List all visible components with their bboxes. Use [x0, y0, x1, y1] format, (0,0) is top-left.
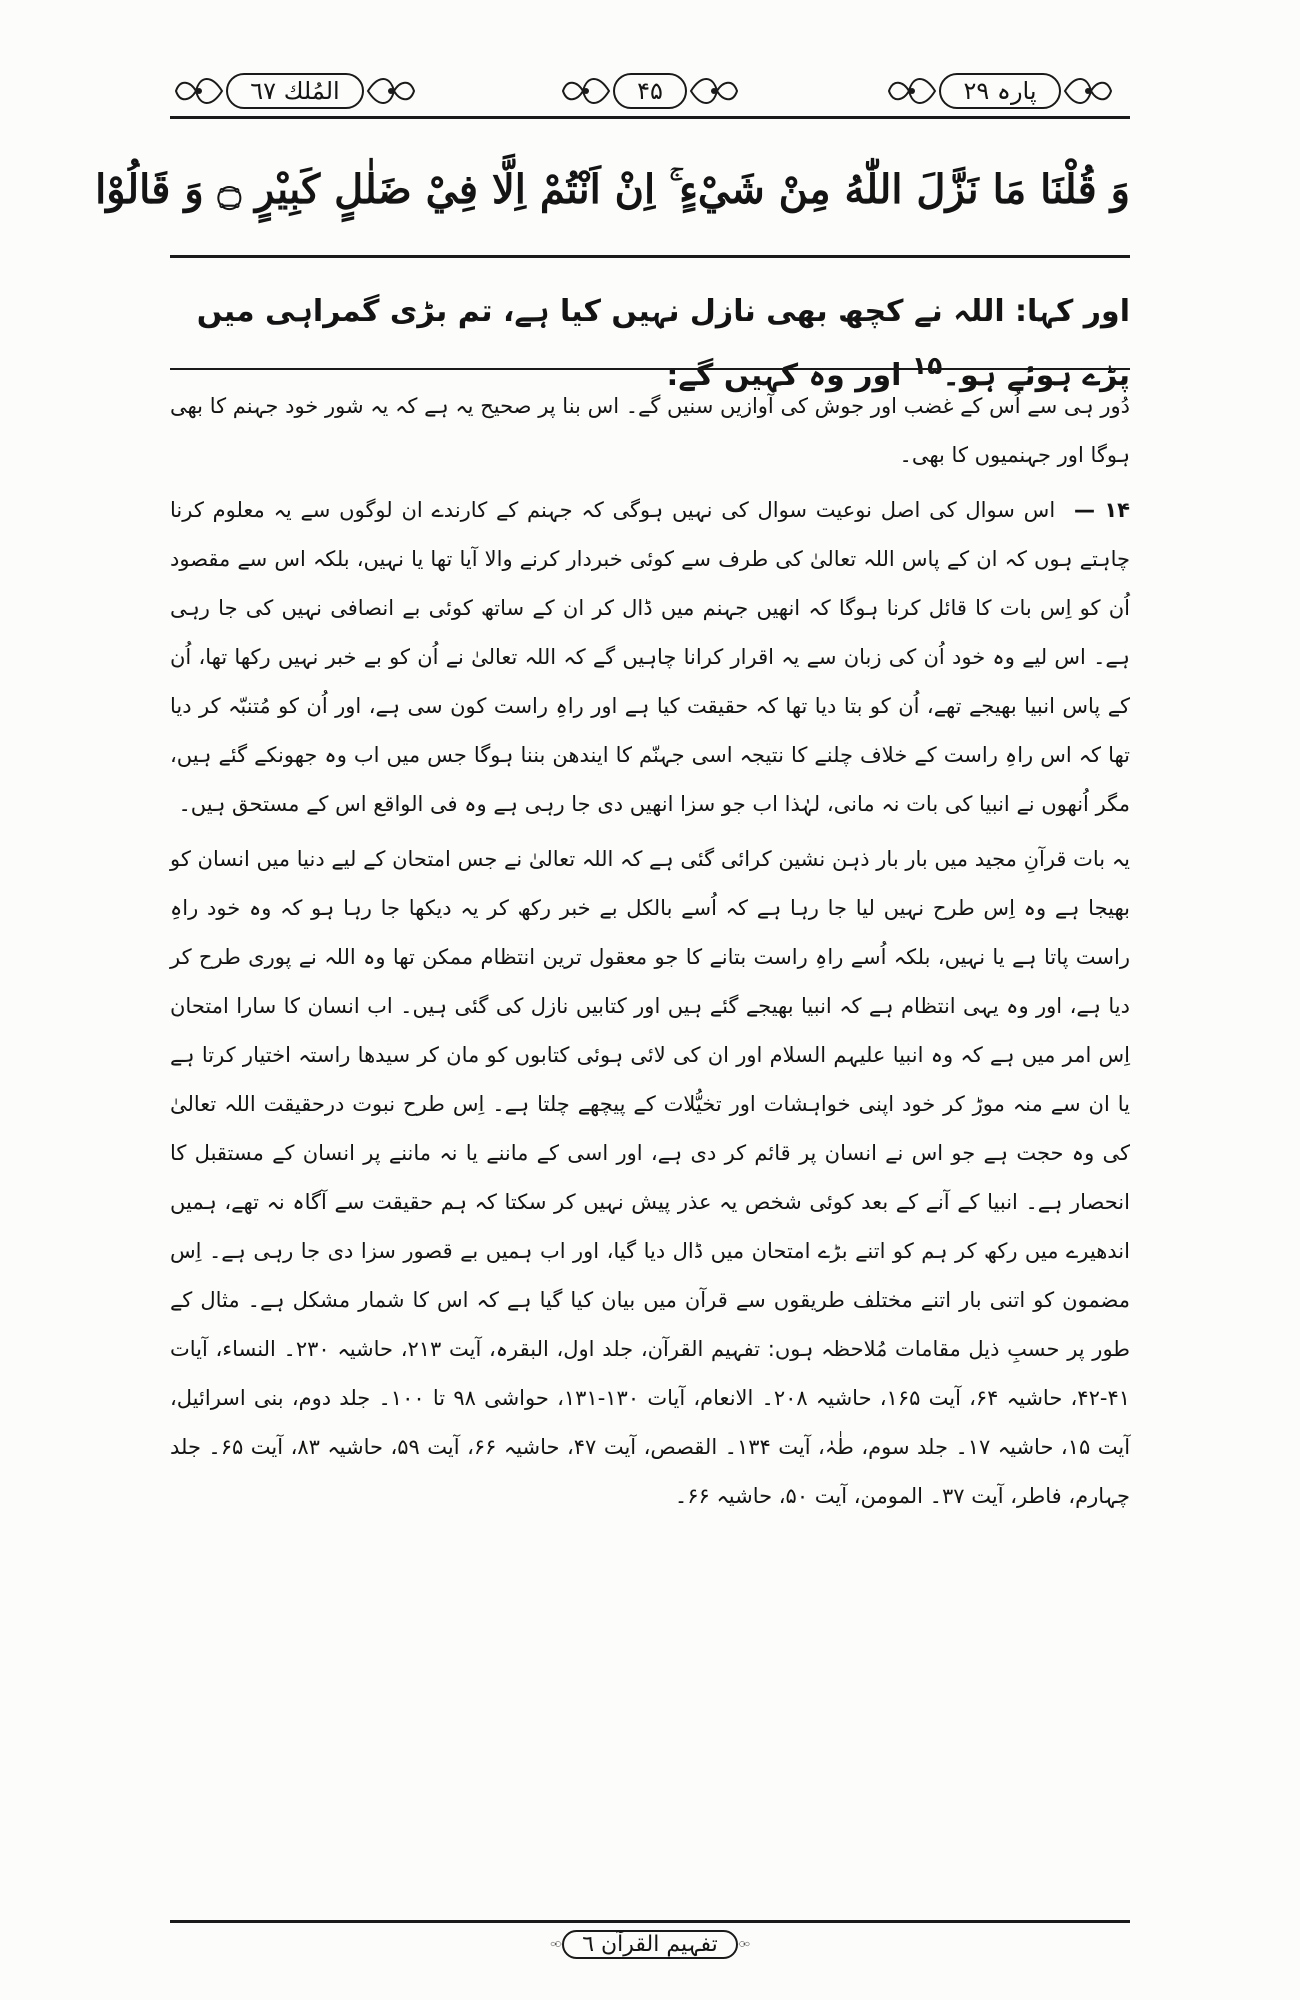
commentary-intro: دُور ہی سے اُس کے غضب اور جوش کی آوازیں سنیں گے۔ اس بنا پر صحیح یہ ہے کہ یہ شور خود جہنم کا بھی ہوگا اور جہنمیوں کا بھی۔ [170, 394, 1130, 467]
verse-rule [170, 255, 1130, 258]
ornament-icon [559, 71, 613, 111]
book-title-cartouche [550, 1924, 750, 1964]
ornament-icon [364, 71, 418, 111]
translation-text: اور کہا: اللہ نے کچھ بھی نازل نہیں کیا ہے، تم بڑی گمراہی میں پڑے ہوئے ہو۔ [196, 294, 1130, 393]
translation-text-after: اور وہ کہیں گے: [666, 358, 902, 393]
header-rule [170, 116, 1130, 119]
ornament-icon [885, 71, 939, 111]
note-paragraph-2: یہ بات قرآنِ مجید میں بار بار ذہن نشین کرائی گئی ہے کہ اللہ تعالیٰ نے جس امتحان کے لیے دنیا میں انسان کو بھیجا ہے وہ اِس طرح نہیں لیا جا رہا ہے کہ اُسے بالکل بے خبر رکھ کر یہ دیکھا جا رہا ہو کہ وہ خود راہِ راست پاتا ہے یا نہیں، بلکہ اُسے راہِ راست بتانے کا جو معقول ترین انتظام ممکن تھا وہ اللہ نے پوری طرح کر دیا ہے، اور وہ یہی انتظام ہے کہ انبیا بھیجے گئے ہیں اور کتابیں نازل کی گئی ہیں۔ اب انسان کا سارا امتحان اِس امر میں ہے کہ وہ انبیا علیہم السلام اور ان کی لائی ہوئی کتابوں کو مان کر سیدھا راستہ اختیار کرتا ہے یا ان سے منہ موڑ کر خود اپنی خواہشات اور تخیُّلات کے پیچھے چلتا ہے۔ اِس طرح نبوت درحقیقت اللہ تعالیٰ کی وہ حجت ہے جو اس نے انسان پر قائم کر دی ہے، اور اسی کے ماننے یا نہ ماننے پر انسان کے مستقبل کا انحصار ہے۔ انبیا کے آنے کے بعد کوئی شخص یہ عذر پیش نہیں کر سکتا کہ ہم حقیقت سے آگاہ نہ تھے، ہمیں اندھیرے میں رکھ کر ہم کو اتنے بڑے امتحان میں ڈال دیا گیا، اور اب ہمیں بے قصور سزا دی جا رہی ہے۔ اِس مضمون کو اتنی بار اتنے مختلف طریقوں سے قرآن میں بیان کیا گیا ہے کہ اس کا شمار مشکل ہے۔ مثال کے طور پر حسبِ ذیل مقامات مُلاحظہ ہوں: تفہیم القرآن، جلد اول، البقرہ، آیت ۲۱۳، حاشیہ ۲۳۰۔ النساء، آیات ۴۱-۴۲، حاشیہ ۶۴، آیت ۱۶۵، حاشیہ ۲۰۸۔ الانعام، آیات ۱۳۰-۱۳۱، حواشی ۹۸ تا ۱۰۰۔ جلد دوم، بنی اسرائیل، آیت ۱۵، حاشیہ ۱۷۔ جلد سوم، طٰہٰ، آیت ۱۳۴۔ القصص، آیت ۴۷، حاشیہ ۶۶، آیت ۵۹، حاشیہ ۸۳، آیت ۶۵۔ جلد چہارم، فاطر، آیت ۳۷۔ المومن، آیت ۵۰، حاشیہ ۶۶۔ [170, 847, 1131, 1508]
commentary-note [170, 486, 1130, 829]
footnote-marker: ۱۵ [911, 351, 943, 380]
book-title: تفہیم القرآن ٦ [562, 1930, 738, 1959]
note-number: ۱۴ — [1073, 498, 1130, 522]
surah-cartouche [170, 70, 420, 112]
para-label: پارہ ۲۹ [939, 73, 1060, 109]
ornament-icon [550, 1927, 562, 1961]
ornament-icon [172, 71, 226, 111]
page-number: ۴۵ [613, 73, 687, 109]
ornament-icon [1061, 71, 1115, 111]
page-footer [170, 1920, 1130, 1970]
page-number-cartouche [530, 70, 770, 112]
ornament-icon [738, 1927, 750, 1961]
footer-rule [170, 1920, 1130, 1923]
commentary [170, 382, 1130, 1527]
ornament-icon [687, 71, 741, 111]
note-paragraph-1: اس سوال کی اصل نوعیت سوال کی نہیں ہوگی کہ جہنم کے کارندے ان لوگوں سے یہ معلوم کرنا چاہتے ہوں کہ ان کے پاس اللہ تعالیٰ کی طرف سے کوئی خبردار کرنے والا آیا تھا یا نہیں، بلکہ اس سے مقصود اُن کو اِس بات کا قائل کرنا ہوگا کہ انھیں جہنم میں ڈال کر ان کے ساتھ کوئی بے انصافی نہیں کی جا رہی ہے۔ اس لیے وہ خود اُن کی زبان سے یہ اقرار کرانا چاہیں گے کہ اللہ تعالیٰ نے اُن کو بے خبر نہیں رکھا تھا، اُن کے پاس انبیا بھیجے تھے، اُن کو بتا دیا تھا کہ حقیقت کیا ہے اور راہِ راست کون سی ہے، اور اُن کو مُتنبّہ کر دیا تھا کہ اس راہِ راست کے خلاف چلنے کا نتیجہ اسی جہنّم کا ایندھن بننا ہوگا جس میں اب وہ جھونکے گئے ہیں، مگر اُنھوں نے انبیا کی بات نہ مانی، لہٰذا اب جو سزا انھیں دی جا رہی ہے وہ فی الواقع اس کے مستحق ہیں۔ [170, 498, 1130, 816]
arabic-verse: وَ قُلْنَا مَا نَزَّلَ اللّٰهُ مِنْ شَيْءٍ ۚ اِنْ اَنْتُمْ اِلَّا فِيْ ضَلٰلٍ كَبِيْرٍ ۝ وَ قَالُوْا [95, 166, 1130, 213]
surah-label: المُلك ٦٧ [226, 73, 363, 109]
para-cartouche [870, 70, 1130, 112]
page-header [170, 70, 1130, 130]
translation-rule [170, 368, 1130, 370]
